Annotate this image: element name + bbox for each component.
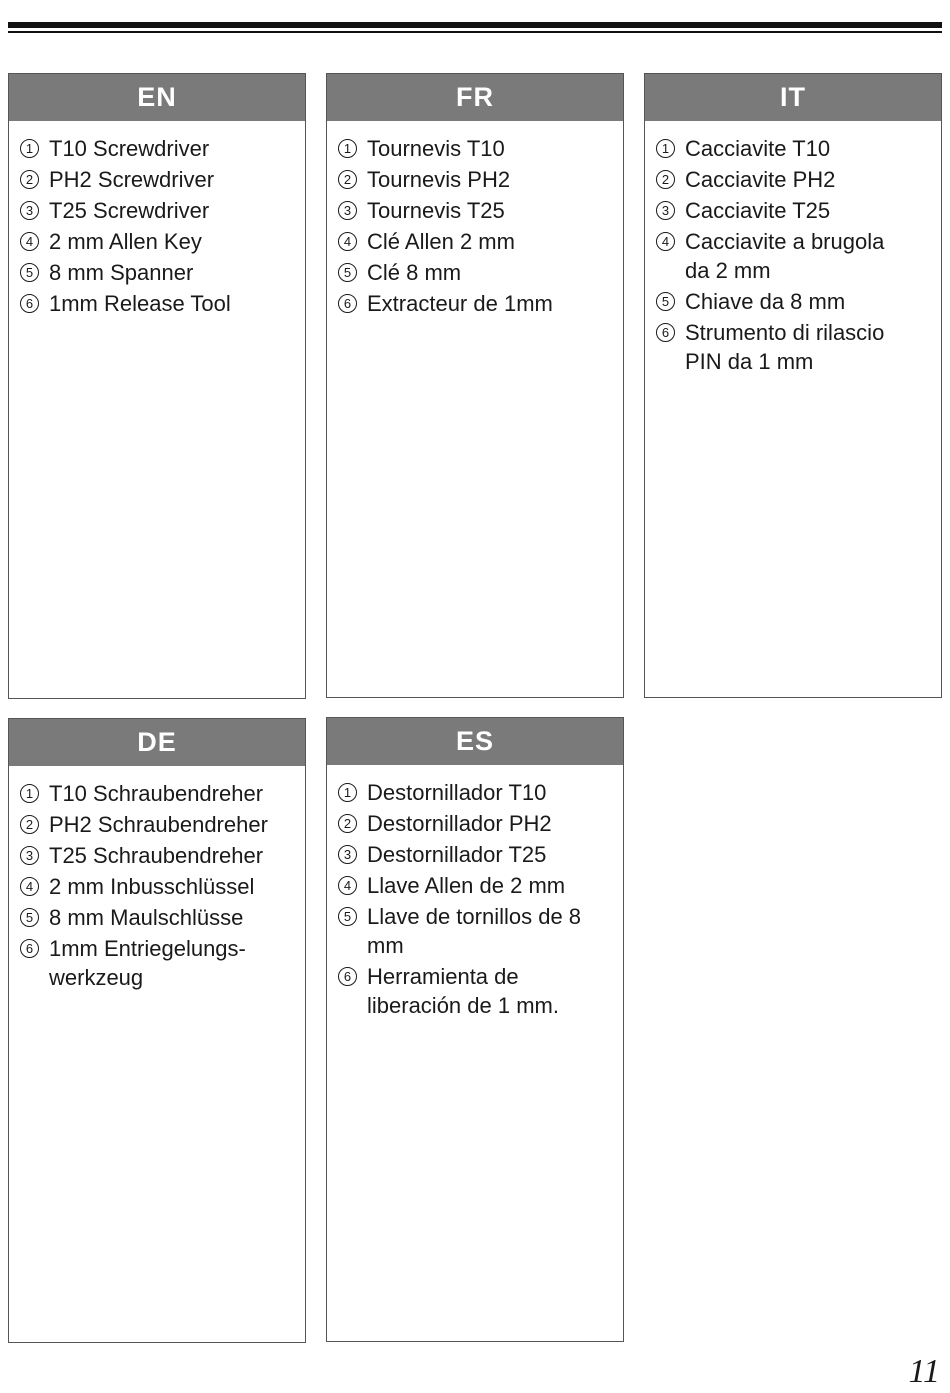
circled-number-icon: 4 <box>656 232 675 251</box>
item-text: Extracteur de 1mm <box>367 291 553 316</box>
list-item <box>656 134 900 163</box>
circled-number-icon: 5 <box>20 263 39 282</box>
item-text: Tournevis T10 <box>367 136 505 161</box>
item-text: 1mm Release Tool <box>49 291 231 316</box>
item-text: 2 mm Inbusschlüssel <box>49 874 255 899</box>
circled-number-icon: 1 <box>338 783 357 802</box>
item-text: Chiave da 8 mm <box>685 289 846 314</box>
circled-number-icon: 2 <box>656 170 675 189</box>
list-item <box>656 287 900 316</box>
circled-number-icon: 6 <box>20 939 39 958</box>
list-item <box>338 227 617 256</box>
item-text: Llave Allen de 2 mm <box>367 873 566 898</box>
circled-number-icon: 3 <box>656 201 675 220</box>
circled-number-icon: 5 <box>338 263 357 282</box>
item-text: T10 Schraubendreher <box>49 781 264 806</box>
list-item <box>338 871 582 900</box>
panel-it <box>644 73 942 698</box>
item-text: Strumento di rilascio PIN da 1 mm <box>685 320 885 374</box>
item-text: PH2 Schraubendreher <box>49 812 268 837</box>
circled-number-icon: 4 <box>20 877 39 896</box>
item-text: T10 Screwdriver <box>49 136 210 161</box>
list-item <box>20 903 299 932</box>
list-item <box>20 258 299 287</box>
item-list <box>327 765 623 1020</box>
list-item <box>20 872 299 901</box>
list-item <box>656 227 900 285</box>
panel-fr <box>326 73 624 698</box>
panel-es <box>326 717 624 1342</box>
item-text: Cacciavite a brugola da 2 mm <box>685 229 885 283</box>
circled-number-icon: 3 <box>20 201 39 220</box>
circled-number-icon: 2 <box>20 170 39 189</box>
circled-number-icon: 1 <box>20 784 39 803</box>
list-item <box>338 809 582 838</box>
panel-de <box>8 718 306 1343</box>
list-item <box>20 196 299 225</box>
panel-header-fr: FR <box>327 74 623 121</box>
circled-number-icon: 6 <box>338 294 357 313</box>
circled-number-icon: 2 <box>338 814 357 833</box>
circled-number-icon: 3 <box>338 201 357 220</box>
list-item <box>338 165 617 194</box>
circled-number-icon: 6 <box>656 323 675 342</box>
item-text: Clé 8 mm <box>367 260 462 285</box>
top-rule-thick <box>8 22 942 28</box>
item-text: Destornillador T25 <box>367 842 547 867</box>
circled-number-icon: 5 <box>656 292 675 311</box>
item-list <box>327 121 623 318</box>
item-list <box>9 121 305 318</box>
list-item <box>20 841 299 870</box>
panel-header-de: DE <box>9 719 305 766</box>
list-item <box>338 134 617 163</box>
circled-number-icon: 2 <box>20 815 39 834</box>
item-text: Cacciavite PH2 <box>685 167 836 192</box>
circled-number-icon: 5 <box>338 907 357 926</box>
item-text: Clé Allen 2 mm <box>367 229 515 254</box>
list-item <box>338 778 582 807</box>
circled-number-icon: 1 <box>338 139 357 158</box>
panel-header-es: ES <box>327 718 623 765</box>
item-text: Herramienta de liberación de 1 mm. <box>367 964 559 1018</box>
panel-header-en: EN <box>9 74 305 121</box>
list-item <box>20 134 299 163</box>
list-item <box>20 165 299 194</box>
list-item <box>338 196 617 225</box>
circled-number-icon: 6 <box>20 294 39 313</box>
item-text: Cacciavite T25 <box>685 198 831 223</box>
item-text: 2 mm Allen Key <box>49 229 202 254</box>
list-item <box>20 779 299 808</box>
circled-number-icon: 4 <box>338 876 357 895</box>
circled-number-icon: 3 <box>338 845 357 864</box>
item-text: T25 Schraubendreher <box>49 843 264 868</box>
item-text: Tournevis T25 <box>367 198 505 223</box>
list-item <box>656 165 900 194</box>
list-item <box>338 289 617 318</box>
item-text: 8 mm Maulschlüsse <box>49 905 244 930</box>
item-text: Tournevis PH2 <box>367 167 511 192</box>
item-text: Llave de tornillos de 8 mm <box>367 904 582 958</box>
circled-number-icon: 6 <box>338 967 357 986</box>
item-text: 8 mm Spanner <box>49 260 194 285</box>
list-item <box>20 934 299 992</box>
list-item <box>338 902 582 960</box>
item-text: Cacciavite T10 <box>685 136 831 161</box>
page-number: 11 <box>908 1353 940 1390</box>
item-list <box>645 121 941 376</box>
panel-header-it: IT <box>645 74 941 121</box>
list-item <box>20 810 299 839</box>
list-item <box>338 840 582 869</box>
circled-number-icon: 1 <box>20 139 39 158</box>
list-item <box>656 196 900 225</box>
list-item <box>656 318 900 376</box>
circled-number-icon: 2 <box>338 170 357 189</box>
panel-en <box>8 73 306 699</box>
item-text: PH2 Screwdriver <box>49 167 215 192</box>
item-text: Destornillador T10 <box>367 780 547 805</box>
circled-number-icon: 1 <box>656 139 675 158</box>
circled-number-icon: 4 <box>338 232 357 251</box>
circled-number-icon: 5 <box>20 908 39 927</box>
circled-number-icon: 4 <box>20 232 39 251</box>
circled-number-icon: 3 <box>20 846 39 865</box>
item-text: 1mm Entriegelungs-werkzeug <box>49 936 246 990</box>
item-list <box>9 766 305 992</box>
item-text: T25 Screwdriver <box>49 198 210 223</box>
list-item <box>338 258 617 287</box>
item-text: Destornillador PH2 <box>367 811 552 836</box>
list-item <box>20 227 299 256</box>
top-rule-thin <box>8 31 942 33</box>
list-item <box>20 289 299 318</box>
list-item <box>338 962 582 1020</box>
